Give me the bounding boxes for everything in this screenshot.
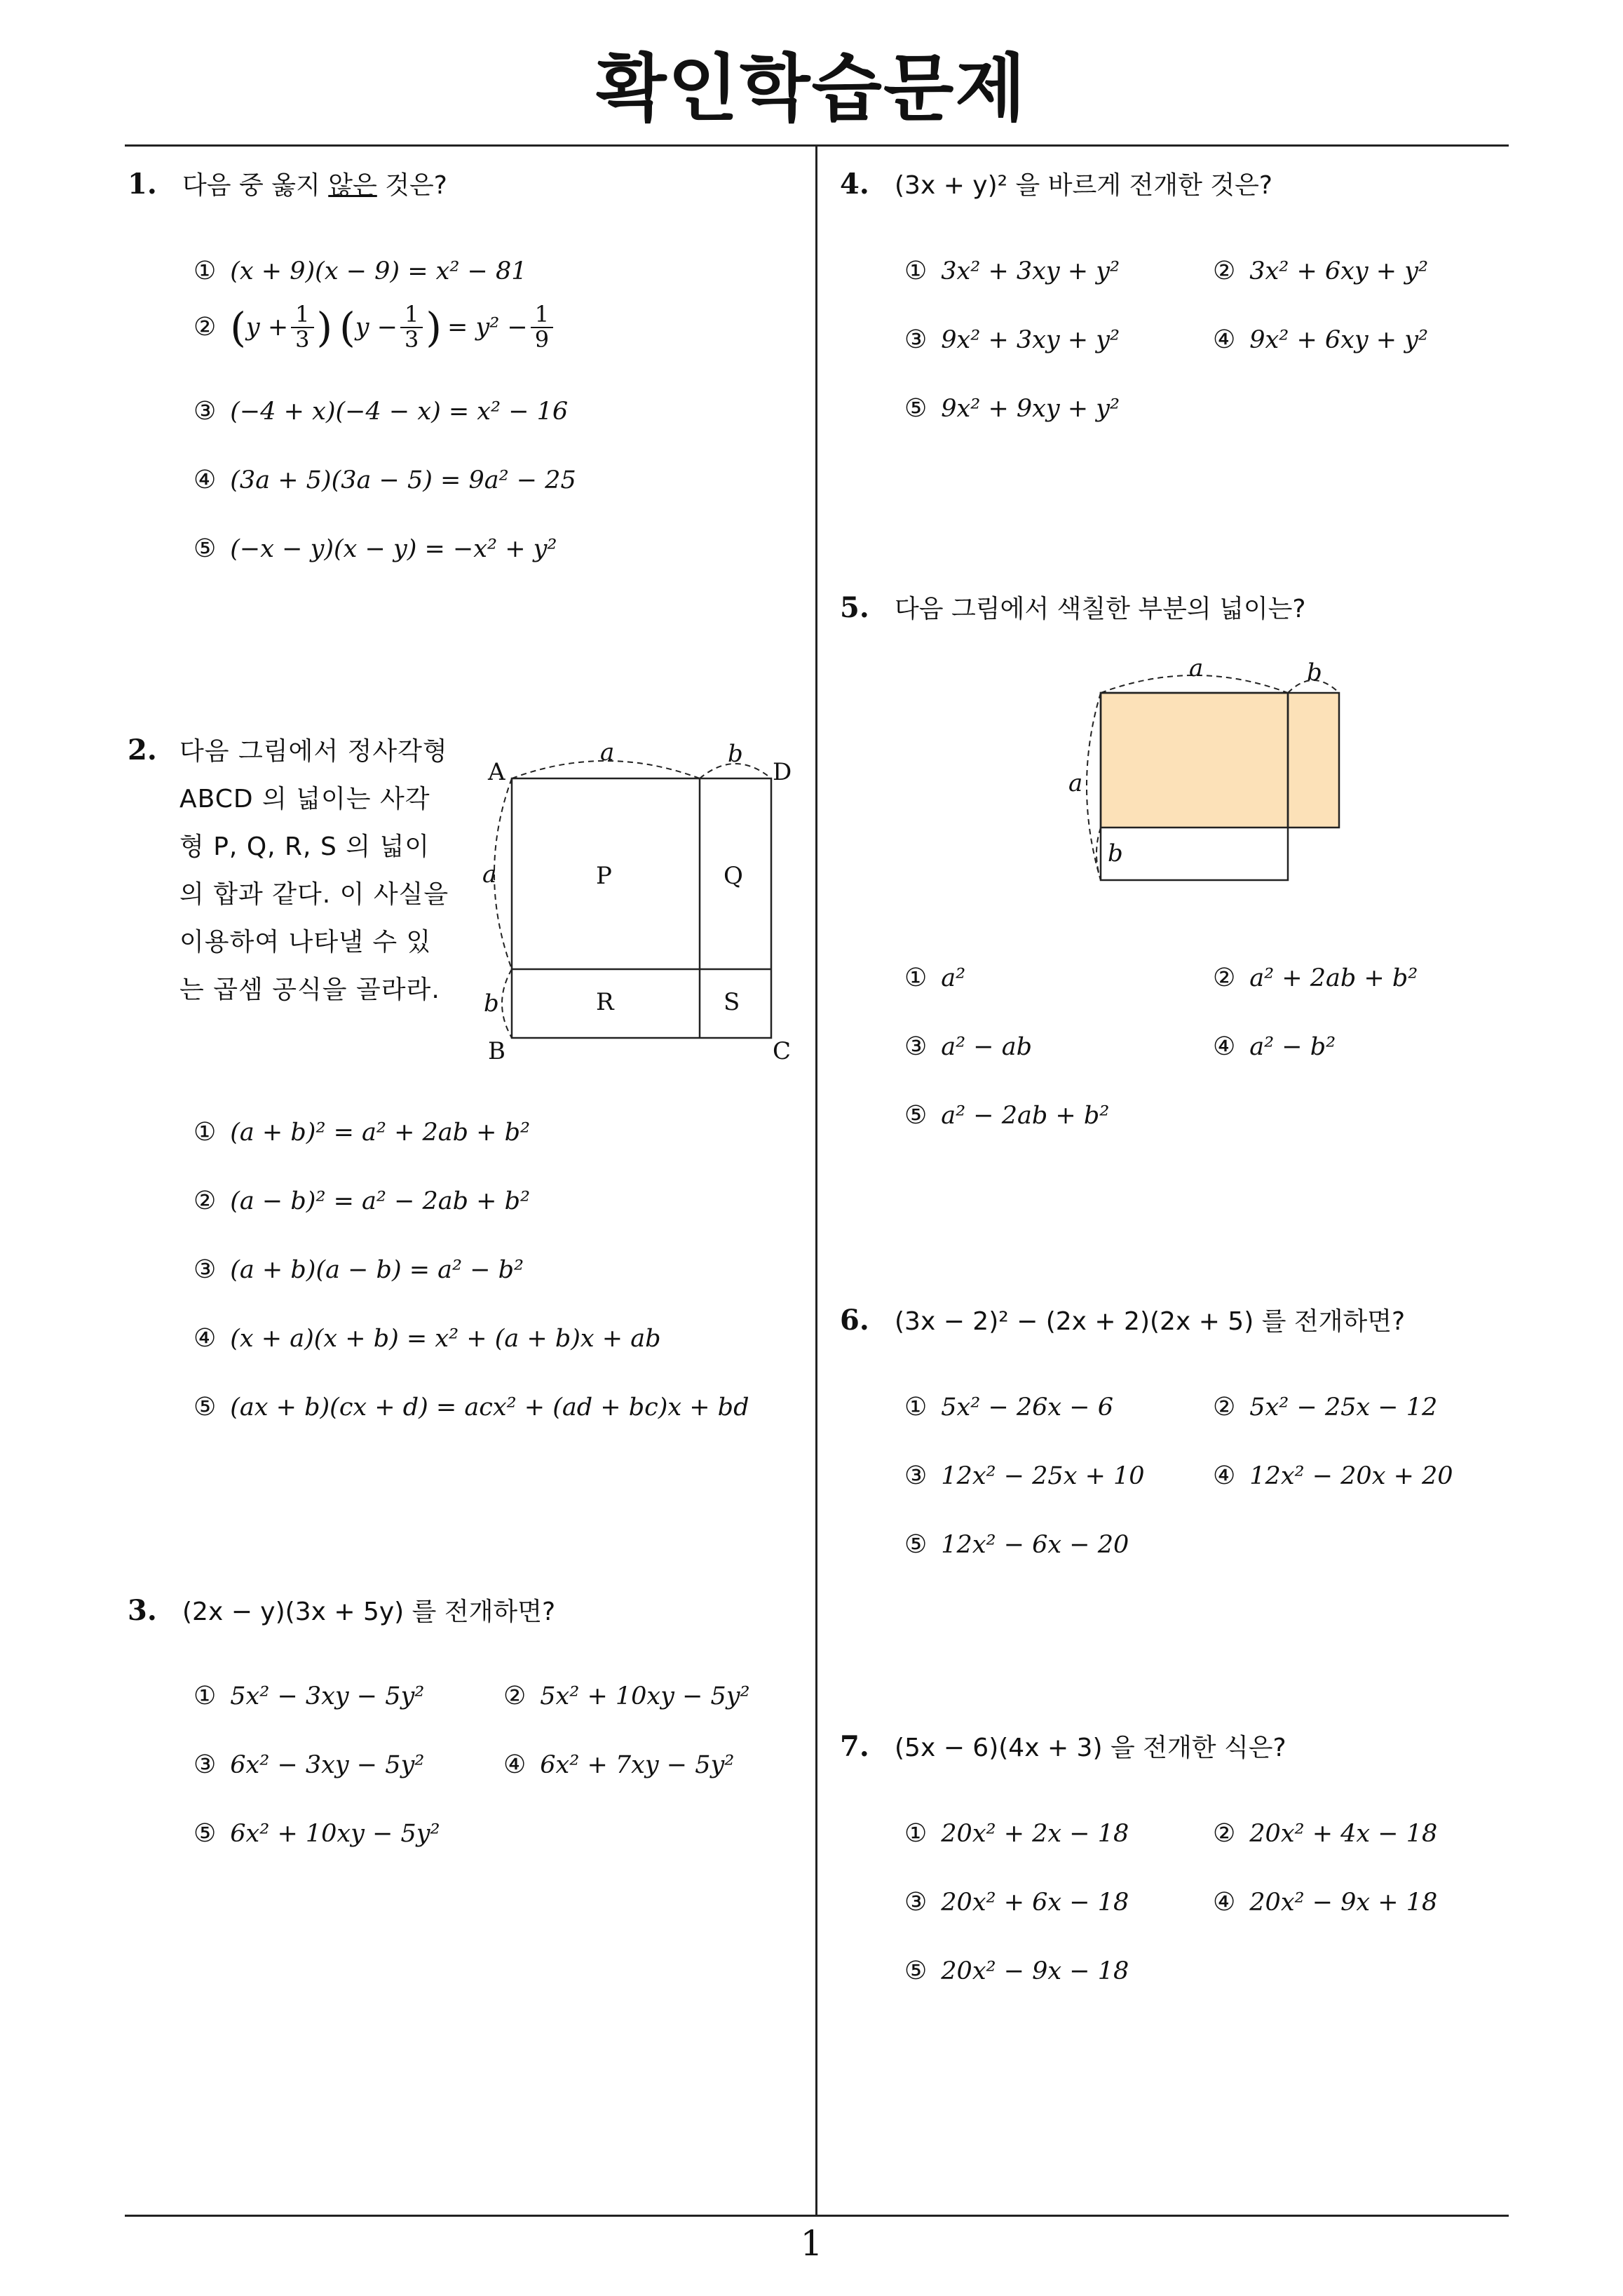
label-b-left: b: [484, 990, 499, 1018]
label-a-top: a: [1189, 654, 1204, 682]
option: ① a²: [904, 964, 966, 992]
brace-a-left: [494, 778, 512, 969]
footer-rule: [125, 2215, 1509, 2217]
option: ① 5x² − 3xy − 5y²: [193, 1682, 425, 1710]
option: ② 5x² + 10xy − 5y²: [503, 1682, 750, 1710]
label-a-top: a: [600, 738, 615, 767]
option: ④ a² − b²: [1213, 1032, 1336, 1061]
label-a-left: a: [1068, 769, 1083, 797]
option: ④ (x + a)(x + b) = x² + (a + b)x + ab: [193, 1324, 661, 1353]
option: ④ (3a + 5)(3a − 5) = 9a² − 25: [193, 466, 576, 494]
label-p: P: [596, 862, 612, 890]
label-r: R: [596, 988, 614, 1016]
option: ④ 9x² + 6xy + y²: [1213, 325, 1429, 354]
square-abcd-figure: [477, 729, 813, 1066]
shaded-rectangle-figure: [1059, 652, 1360, 891]
problem-6: [840, 1302, 1405, 1337]
option: ⑤ 12x² − 6x − 20: [904, 1530, 1129, 1559]
option: ⑤ 20x² − 9x − 18: [904, 1957, 1129, 1985]
label-a-vertex: A: [488, 758, 505, 786]
page-title: 확인학습문제: [596, 46, 1027, 131]
problem-2: [128, 734, 182, 767]
option: ④ 20x² − 9x + 18: [1213, 1888, 1438, 1917]
problem-5: [840, 589, 1306, 625]
question-text: 다음 중 옳지 않은 것은?: [182, 171, 447, 200]
problem-4: [840, 166, 1272, 201]
option: ④ 6x² + 7xy − 5y²: [503, 1750, 735, 1779]
column-divider: [815, 146, 817, 2216]
problem-number: 5.: [840, 591, 869, 624]
question-text: (5x − 6)(4x + 3) 을 전개한 식은?: [895, 1734, 1286, 1762]
option: ② 20x² + 4x − 18: [1213, 1819, 1438, 1848]
label-b-top: b: [728, 740, 743, 768]
option: ① 5x² − 26x − 6: [904, 1393, 1114, 1422]
brace-a-left: [1087, 693, 1101, 880]
problem-number: 6.: [840, 1304, 869, 1337]
problem-number: 1.: [128, 168, 157, 201]
label-q: Q: [724, 862, 743, 890]
option: ③ (a + b)(a − b) = a² − b²: [193, 1255, 524, 1284]
label-d-vertex: D: [773, 758, 792, 786]
fraction: $\frac{1}{3}$: [400, 303, 423, 351]
option: ③ 20x² + 6x − 18: [904, 1888, 1129, 1917]
option: ⑤ (ax + b)(cx + d) = acx² + (ad + bc)x + bd: [193, 1393, 749, 1422]
option: ① 3x² + 3xy + y²: [904, 257, 1120, 285]
question-text: 다음 그림에서 색칠한 부분의 넓이는?: [895, 595, 1306, 623]
option: ③ a² − ab: [904, 1032, 1033, 1061]
option: ⑤ a² − 2ab + b²: [904, 1101, 1110, 1130]
option: ① 20x² + 2x − 18: [904, 1819, 1129, 1848]
problem-1: [128, 166, 447, 201]
option: ⑤ 9x² + 9xy + y²: [904, 394, 1120, 423]
underlined-word: 않은: [328, 171, 377, 200]
label-b-inner: b: [1108, 839, 1123, 867]
option: ② 5x² − 25x − 12: [1213, 1393, 1438, 1422]
option: ② a² + 2ab + b²: [1213, 964, 1418, 992]
problem-number: 2.: [128, 734, 157, 767]
fraction: $\frac{1}{9}$: [531, 303, 553, 351]
label-b-top: b: [1307, 659, 1322, 687]
label-c-vertex: C: [773, 1037, 792, 1065]
label-b-vertex: B: [488, 1037, 505, 1065]
problem-7: [840, 1728, 1286, 1764]
problem-number: 3.: [128, 1594, 157, 1627]
question-text: (3x − 2)² − (2x + 2)(2x + 5) 를 전개하면?: [895, 1307, 1406, 1336]
label-s: S: [724, 988, 740, 1016]
option: ⑤ 6x² + 10xy − 5y²: [193, 1819, 440, 1848]
page-number: 1: [800, 2223, 823, 2264]
label-a-left: a: [482, 860, 497, 889]
option: ③ 6x² − 3xy − 5y²: [193, 1750, 425, 1779]
option: ⑤ (−x − y)(x − y) = −x² + y²: [193, 534, 557, 563]
option: ④ 12x² − 20x + 20: [1213, 1461, 1453, 1490]
option: ③ 12x² − 25x + 10: [904, 1461, 1145, 1490]
option: ① (x + 9)(x − 9) = x² − 81: [193, 257, 527, 285]
option: ② (a − b)² = a² − 2ab + b²: [193, 1187, 531, 1215]
shaded-region: [1101, 693, 1339, 828]
option: ① (a + b)² = a² + 2ab + b²: [193, 1118, 531, 1147]
question-text: (3x + y)² 을 바르게 전개한 것은?: [895, 171, 1272, 200]
option: ③ 9x² + 3xy + y²: [904, 325, 1120, 354]
fraction: $\frac{1}{3}$: [291, 303, 313, 351]
brace-b-left: [502, 969, 512, 1038]
problem-number: 7.: [840, 1730, 869, 1763]
question-text: (2x − y)(3x + 5y) 를 전개하면?: [182, 1598, 556, 1626]
problem-number: 4.: [840, 168, 869, 201]
option: ③ (−4 + x)(−4 − x) = x² − 16: [193, 397, 569, 426]
option: ② 3x² + 6xy + y²: [1213, 257, 1429, 285]
problem-3: [128, 1592, 555, 1628]
option: ② ( y + $\frac{1}{3}$ ) ( y − $\frac{1}{3}$ ) = y² − $\frac{1}{9}$: [193, 303, 556, 351]
question-text: 다음 그림에서 정사각형 ABCD 의 넓이는 사각형 P, Q, R, S 의 넓이의 합과 같다. 이 사실을 이용하여 나타낼 수 있는 곱셈 공식을 골라라.: [179, 737, 449, 1004]
